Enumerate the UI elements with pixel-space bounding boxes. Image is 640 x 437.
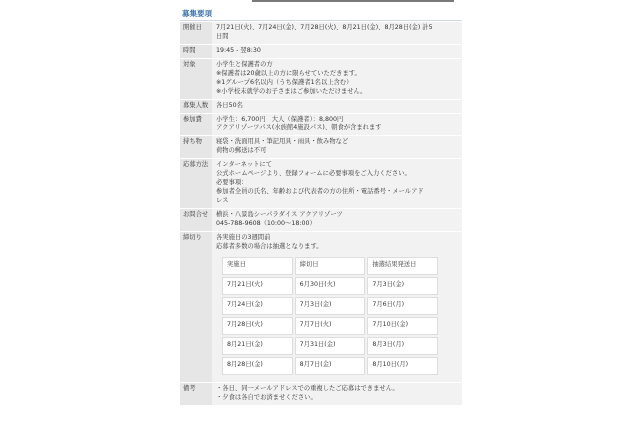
row-label: 開催日 xyxy=(180,22,212,44)
schedule-header-result: 抽選結果発送日 xyxy=(367,257,438,275)
contact-phone: 045-788-9608（10:00〜18:00） xyxy=(216,219,316,227)
row-application xyxy=(180,159,462,208)
schedule-row xyxy=(222,337,438,355)
row-label: 持ち物 xyxy=(180,136,212,158)
row-label: 締切り xyxy=(180,232,212,382)
schedule-cell: 7月7日(火) xyxy=(295,317,366,335)
row-value xyxy=(212,232,462,382)
header-image-edge xyxy=(252,0,454,2)
value-line: 公式ホームページより、登録フォームに必要事項をご入力ください。 xyxy=(216,170,411,178)
recruitment-table xyxy=(180,21,462,406)
value-line: インターネットにて xyxy=(216,161,273,169)
value-line: 寝袋・洗面用具・筆記用具・雨具・飲み物など xyxy=(216,138,349,146)
schedule-cell: 6月30日(火) xyxy=(295,277,366,295)
schedule-cell: 7月3日(金) xyxy=(367,277,438,295)
schedule-cell: 7月28日(火) xyxy=(222,317,293,335)
row-deadline xyxy=(180,232,462,382)
row-value xyxy=(212,209,462,231)
row-capacity xyxy=(180,100,462,113)
row-label: 備考 xyxy=(180,383,212,405)
value-line: レス xyxy=(216,197,229,204)
value-line: 横浜・八景島シーパラダイス アクアリゾーツ xyxy=(216,210,343,218)
value-line: ・各日、同一メールアドレスでの重複したご応募はできません。 xyxy=(216,384,399,392)
row-belongings xyxy=(180,136,462,158)
schedule-cell: 7月24日(金) xyxy=(222,297,293,315)
row-label: 応募方法 xyxy=(180,159,212,208)
row-label: 時間 xyxy=(180,45,212,58)
value-line: ※1グループ6名以内（うち保護者1名以上含む） xyxy=(216,78,353,86)
row-label: 対象 xyxy=(180,59,212,99)
schedule-row xyxy=(222,277,438,295)
value-line: 各日50名 xyxy=(216,101,243,109)
row-value xyxy=(212,136,462,158)
row-value xyxy=(212,45,462,58)
row-value xyxy=(212,22,462,44)
schedule-cell: 7月10日(金) xyxy=(367,317,438,335)
value-line: 19:45 - 翌8:30 xyxy=(216,46,261,54)
value-line: 荷物の郵送は不可 xyxy=(216,147,267,155)
value-line: 必要事項： xyxy=(216,179,248,187)
row-value xyxy=(212,100,462,113)
row-label: お問合せ xyxy=(180,209,212,231)
schedule-table xyxy=(220,255,440,377)
schedule-cell: 8月3日(月) xyxy=(367,337,438,355)
schedule-cell: 7月3日(金) xyxy=(295,297,366,315)
row-time xyxy=(180,45,462,58)
value-line: 小学生と保護者の方 xyxy=(216,60,273,68)
schedule-cell: 7月21日(火) xyxy=(222,277,293,295)
schedule-cell: 7月31日(金) xyxy=(295,337,366,355)
value-line: 応募者多数の場合は抽選となります。 xyxy=(216,242,323,250)
schedule-row xyxy=(222,317,438,335)
schedule-cell: 8月7日(金) xyxy=(295,357,366,375)
value-line: 各実施日の3週間前 xyxy=(216,233,271,241)
row-label: 参加費 xyxy=(180,114,212,136)
section-title: 募集要項 xyxy=(182,9,212,18)
row-label: 募集人数 xyxy=(180,100,212,113)
schedule-header-row xyxy=(222,257,438,275)
value-line: アクアリゾーツパス(水族館4施設パス)、朝食が含まれます xyxy=(216,124,382,132)
row-target xyxy=(180,59,462,99)
schedule-row xyxy=(222,297,438,315)
value-line: ・夕食は各自でお済ませください。 xyxy=(216,393,317,401)
row-value xyxy=(212,114,462,136)
row-value xyxy=(212,383,462,405)
value-line: ※小学校未就学のお子さまはご参加いただけません。 xyxy=(216,87,367,95)
row-value xyxy=(212,59,462,99)
value-line: 7月21日(火)、7月24日(金)、7月28日(火)、8月21日(金)、8月28日(金) 計5 xyxy=(216,24,433,31)
value-line: 参加者全員の氏名、年齢および代表者の方の住所・電話番号・メールアド xyxy=(216,188,424,196)
schedule-header-date: 実施日 xyxy=(222,257,293,275)
schedule-cell: 7月6日(月) xyxy=(367,297,438,315)
row-fee xyxy=(180,114,462,136)
value-line: 小学生：6,700円 大人（保護者）：8,800円 xyxy=(216,115,344,123)
schedule-header-deadline: 締切日 xyxy=(295,257,366,275)
row-dates xyxy=(180,22,462,44)
row-contact xyxy=(180,209,462,231)
value-line: ※保護者は20歳以上の方に限らせていただきます。 xyxy=(216,69,361,77)
schedule-row xyxy=(222,357,438,375)
value-line: 日間 xyxy=(216,32,229,40)
schedule-cell: 8月21日(金) xyxy=(222,337,293,355)
schedule-cell: 8月10日(月) xyxy=(367,357,438,375)
row-notes xyxy=(180,383,462,405)
row-value xyxy=(212,159,462,208)
schedule-cell: 8月28日(金) xyxy=(222,357,293,375)
